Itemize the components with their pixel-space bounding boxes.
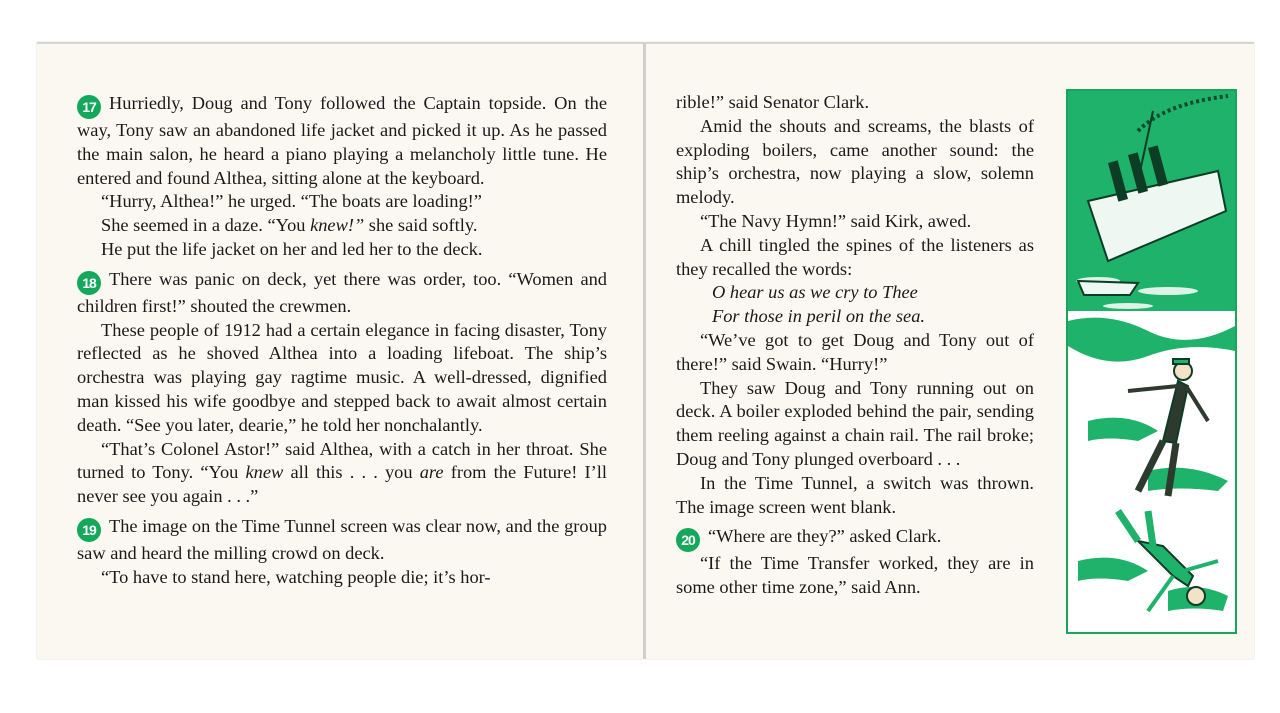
section-17-paragraph-1: 17 Hurriedly, Doug and Tony followed the Captain topside. On the way, Tony saw an abandoned life jacket and picked it up. As he passed the main salon, he heard a piano playing a melancholy little tune. He entered and found Althea, sitting alone at the keyboard. (77, 93, 607, 188)
continued-paragraph-7: In the Time Tunnel, a switch was thrown. The image screen went blank. (676, 472, 1034, 517)
continued-paragraph-6: They saw Doug and Tony running out on deck. A boiler exploded behind the pair, sending them reeling against a chain rail. The rail broke; Doug and Tony plunged overboard . . . (676, 377, 1034, 469)
right-text-column (676, 91, 1034, 600)
section-20-paragraph-2: “If the Time Transfer worked, they are in some other time zone,” said Ann. (676, 553, 1034, 598)
section-18-paragraph-2: These people of 1912 had a certain elegance in facing disaster, Tony reflected as he shoved Althea into a loading lifeboat. The ship’s orchestra was playing gay ragtime music. A well-dressed, dignified man kissed his wife goodbye and stepped back to await almost certain death. “See you later, dearie,” he told her nonchalantly. (77, 319, 607, 435)
continued-paragraph-2: Amid the shouts and screams, the blasts of exploding boilers, came another sound: the ship’s orchestra, now playing a slow, solemn melody. (676, 115, 1034, 208)
sinking-ship-illustration (1066, 89, 1237, 634)
section-17-paragraph-4: He put the life jacket on her and led her to the deck. (101, 238, 483, 259)
section-17-paragraph-3: She seemed in a daze. “You knew!” she said softly. (101, 215, 478, 236)
continued-paragraph-1: rible!” said Senator Clark. (676, 92, 870, 112)
section-number-badge-19: 19 (77, 518, 101, 542)
left-page (37, 42, 643, 659)
lifeboat (1078, 281, 1138, 295)
left-text-column (77, 92, 607, 590)
section-number-badge-20: 20 (676, 528, 700, 552)
section-17-paragraph-2: “Hurry, Althea!” he urged. “The boats are loading!” (101, 191, 482, 212)
hymn-verse-line-1: O hear us as we cry to Thee (712, 282, 918, 303)
section-20-paragraph-1: 20 “Where are they?” asked Clark. (676, 525, 1034, 552)
section-19-paragraph-2: “To have to stand here, watching people die; it’s hor- (101, 566, 491, 587)
continued-paragraph-4: A chill tingled the spines of the listeners as they recalled the words: (676, 234, 1034, 279)
continued-paragraph-5: “We’ve got to get Doug and Tony out of there!” said Swain. “Hurry!” (676, 329, 1034, 374)
continued-paragraph-3: “The Navy Hymn!” said Kirk, awed. (700, 210, 972, 231)
illustration-art (1068, 91, 1235, 632)
section-18-paragraph-1: 18 There was panic on deck, yet there was order, too. “Women and children first!” shouted the crewmen. (77, 268, 607, 316)
section-number-badge-18: 18 (77, 271, 101, 295)
section-number-badge-17: 17 (77, 95, 101, 119)
section-19-paragraph-1: 19 The image on the Time Tunnel screen was clear now, and the group saw and heard the milling crowd on deck. (77, 515, 607, 563)
hymn-verse-line-2: For those in peril on the sea. (712, 306, 926, 327)
section-18-paragraph-3: “That’s Colonel Astor!” said Althea, with a catch in her throat. She turned to Tony. “You knew all this . . . you are from the Future! I’ll never see you again . . .” (77, 438, 608, 507)
right-page (646, 42, 1254, 659)
